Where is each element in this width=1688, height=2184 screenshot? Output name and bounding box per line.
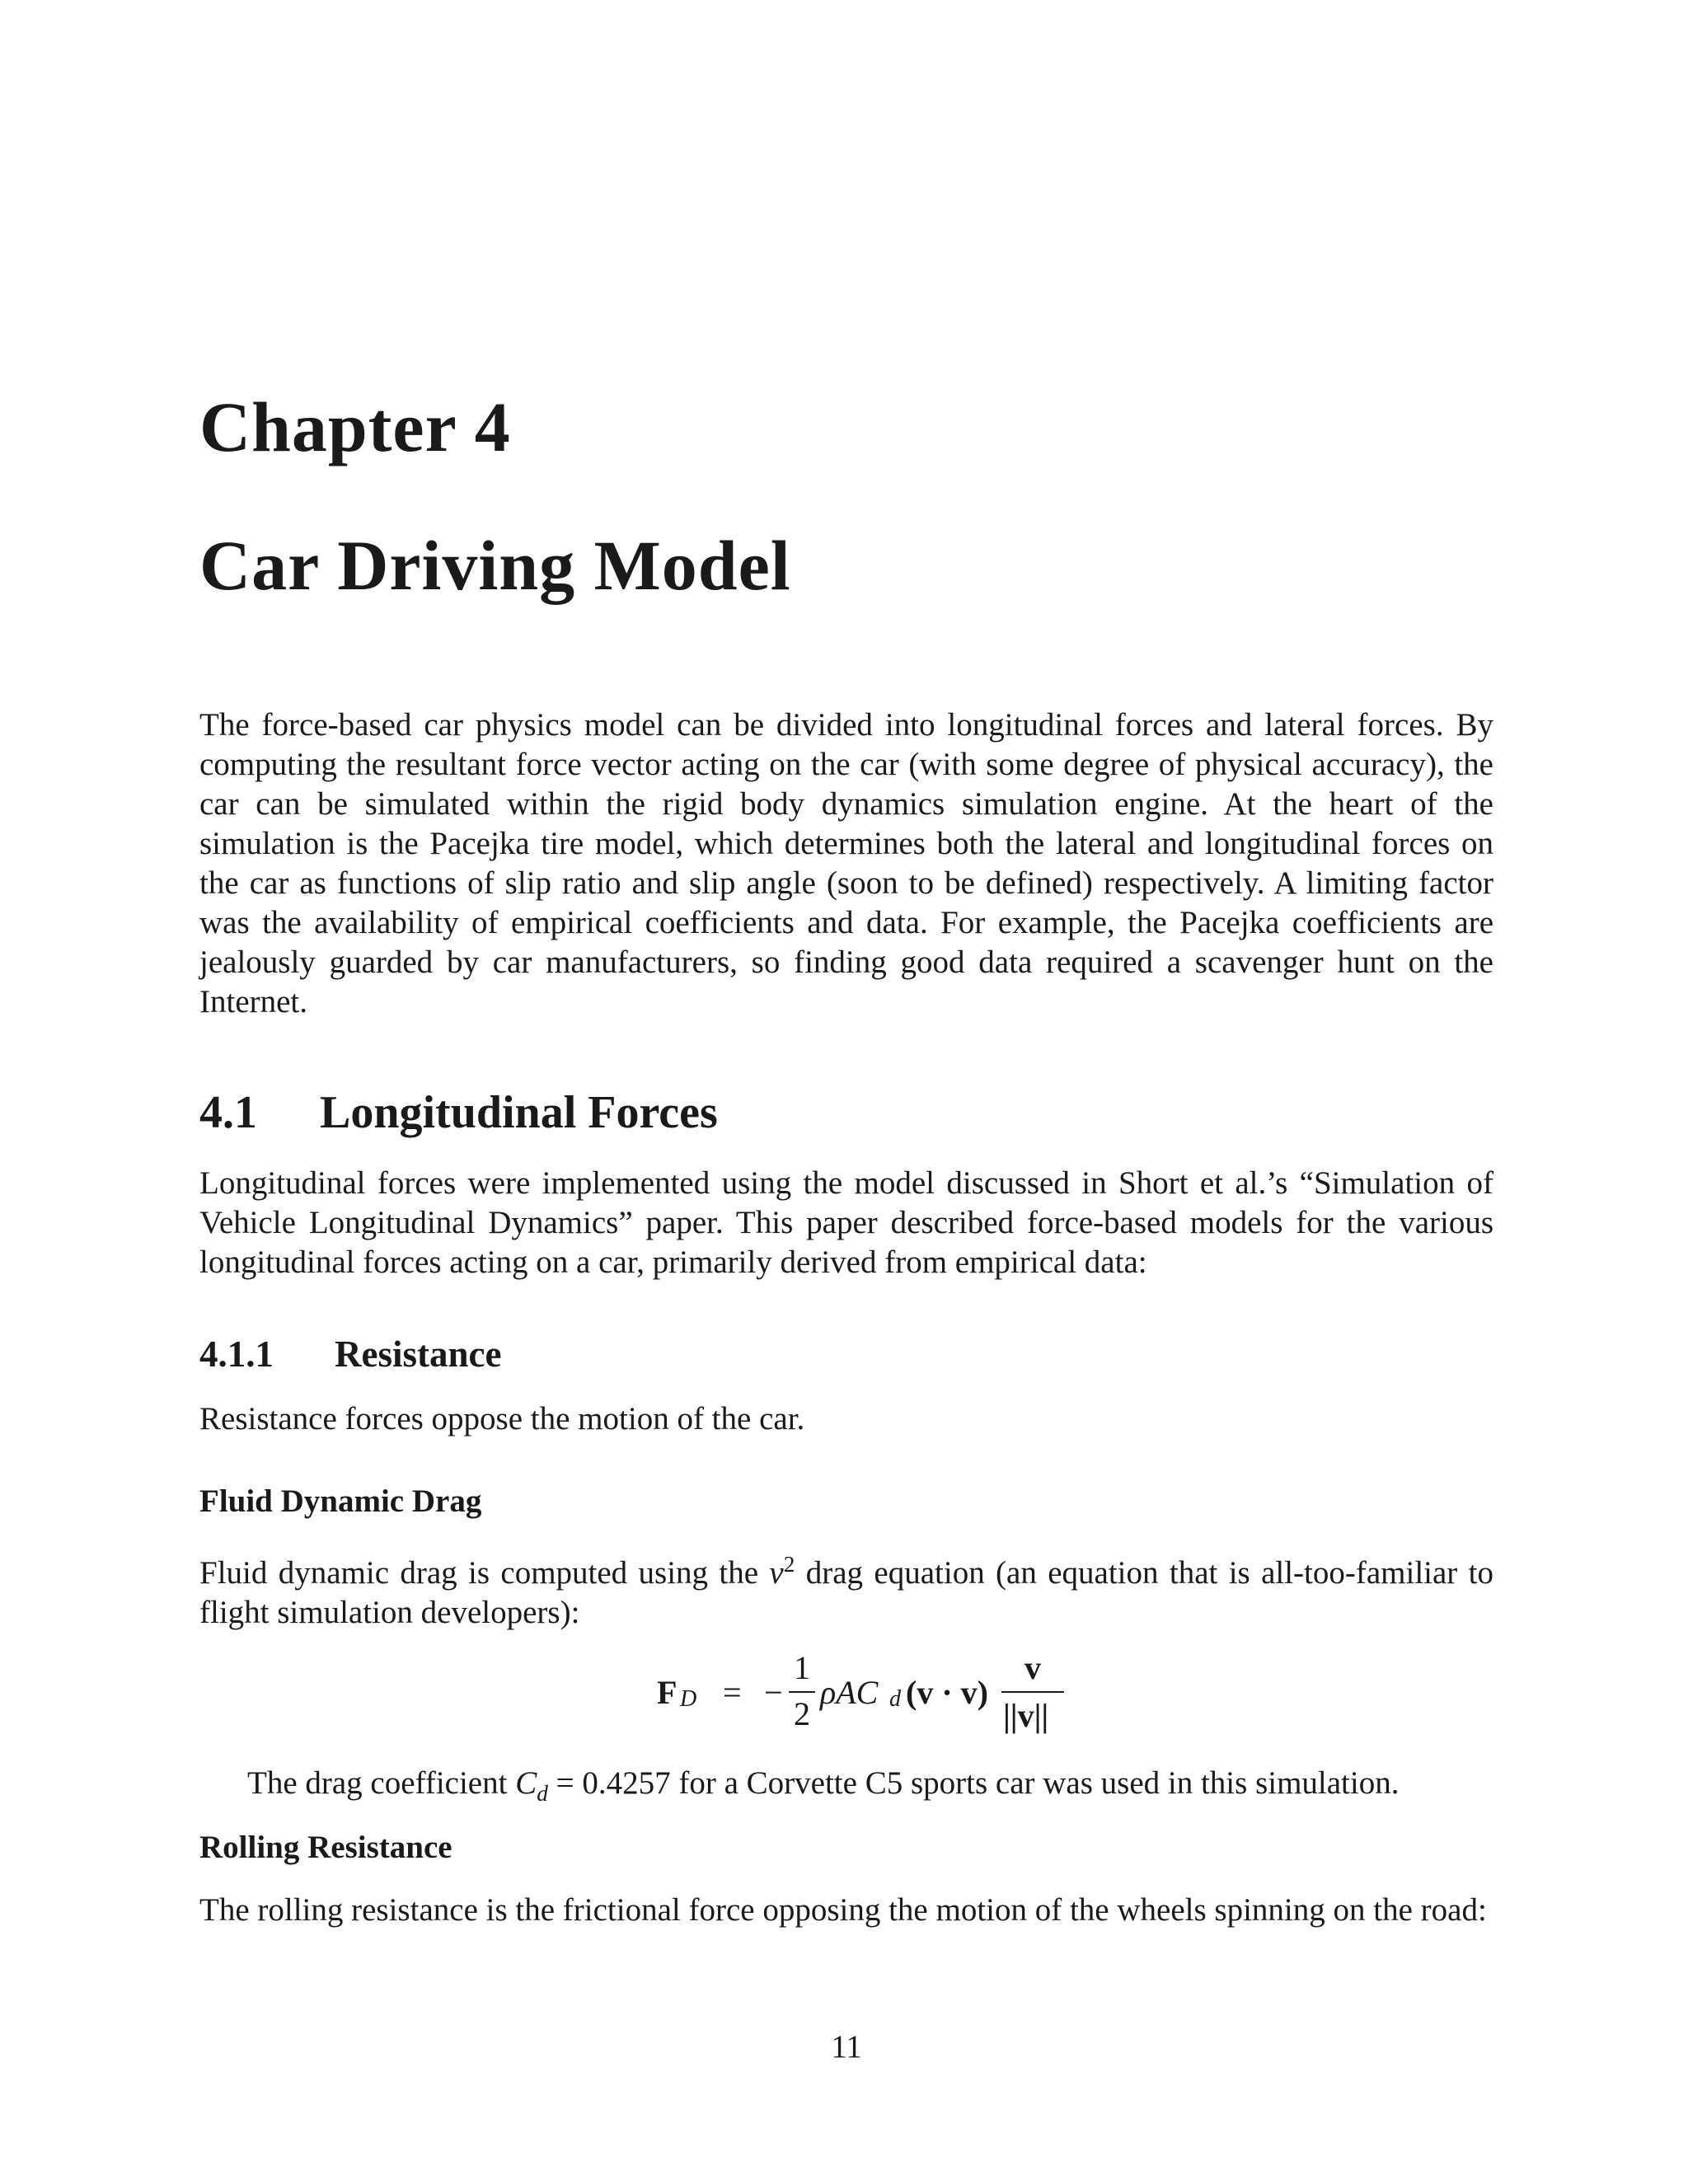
equation-minus: − bbox=[764, 1674, 783, 1711]
equation-vector-fraction-line bbox=[1001, 1691, 1064, 1693]
equation-dot-product: (v · v) bbox=[906, 1674, 988, 1711]
subsection-number: 4.1.1 bbox=[199, 1333, 274, 1375]
longitudinal-paragraph: Longitudinal forces were implemented using the model discussed in Short et al.’s “Simulation of Vehicle Longitudinal Dynamics” paper. This paper described force-based models for the various longitudinal forces acting on a car, primarily derived from empirical data: bbox=[199, 1165, 1493, 1280]
fluid-drag-paragraph bbox=[199, 1544, 1493, 1633]
coefficient-text-after: = 0.4257 for a Corvette C5 sports car was used in this simulation. bbox=[556, 1765, 1400, 1801]
drag-coefficient-paragraph bbox=[247, 1764, 1493, 1813]
intro-paragraph: The force-based car physics model can be divided into longitudinal forces and lateral forces. By computing the resultant force vector acting on the car (with some degree of physical accuracy), the car can be simulated within the rigid body dynamics simulation engine. At the heart of the simulation is the Pacejka tire model, which determines both the lateral and longitudinal forces on the car as functions of slip ratio and slip angle (soon to be defined) respectively. A limiting factor was the availability of empirical coefficients and data. For example, the Pacejka coefficients are jealously guarded by car manufacturers, so finding good data required a scavenger hunt on the Internet. bbox=[199, 707, 1493, 1019]
rolling-resistance-paragraph: The rolling resistance is the frictional force opposing the motion of the wheels spinning on the road: bbox=[199, 1892, 1487, 1928]
coefficient-text-before: The drag coefficient bbox=[247, 1765, 508, 1801]
equation-lhs-symbol: F bbox=[657, 1674, 678, 1711]
subsection-title-text: Resistance bbox=[335, 1333, 502, 1375]
section-heading-4-1 bbox=[199, 1086, 718, 1139]
chapter-title: Car Driving Model bbox=[199, 526, 791, 605]
equation-rho-a-c: ρAC bbox=[820, 1674, 879, 1711]
equation-vector-denominator: ||v|| bbox=[1003, 1697, 1049, 1734]
section-title-text: Longitudinal Forces bbox=[320, 1087, 718, 1138]
equation-lhs-subscript: D bbox=[680, 1686, 697, 1712]
rolling-resistance-heading: Rolling Resistance bbox=[199, 1830, 452, 1865]
v-exponent: 2 bbox=[783, 1552, 795, 1577]
fluid-drag-text-before: Fluid dynamic drag is computed using the bbox=[199, 1555, 759, 1591]
equation-half-fraction-line bbox=[789, 1691, 815, 1693]
page-number: 11 bbox=[831, 2029, 862, 2064]
fluid-drag-heading: Fluid Dynamic Drag bbox=[199, 1483, 482, 1519]
equation-half-denominator: 2 bbox=[794, 1695, 810, 1732]
section-number: 4.1 bbox=[199, 1087, 257, 1138]
drag-equation bbox=[657, 1648, 1085, 1755]
resistance-paragraph: Resistance forces oppose the motion of the car. bbox=[199, 1401, 805, 1436]
equation-half-numerator: 1 bbox=[794, 1649, 810, 1686]
coefficient-symbol: C bbox=[515, 1765, 537, 1801]
document-page bbox=[199, 0, 1493, 2184]
v-symbol: v bbox=[769, 1555, 784, 1591]
equation-equals: = bbox=[723, 1674, 742, 1711]
equation-cd-subscript: d bbox=[889, 1686, 901, 1712]
chapter-label: Chapter 4 bbox=[199, 387, 511, 466]
subsection-heading-4-1-1 bbox=[199, 1332, 501, 1376]
equation-vector-numerator: v bbox=[1025, 1649, 1041, 1686]
coefficient-subscript: d bbox=[537, 1780, 548, 1806]
fluid-drag-text-after: drag equation (an equation that is all-too-familiar to flight simulation developers): bbox=[199, 1555, 1493, 1630]
